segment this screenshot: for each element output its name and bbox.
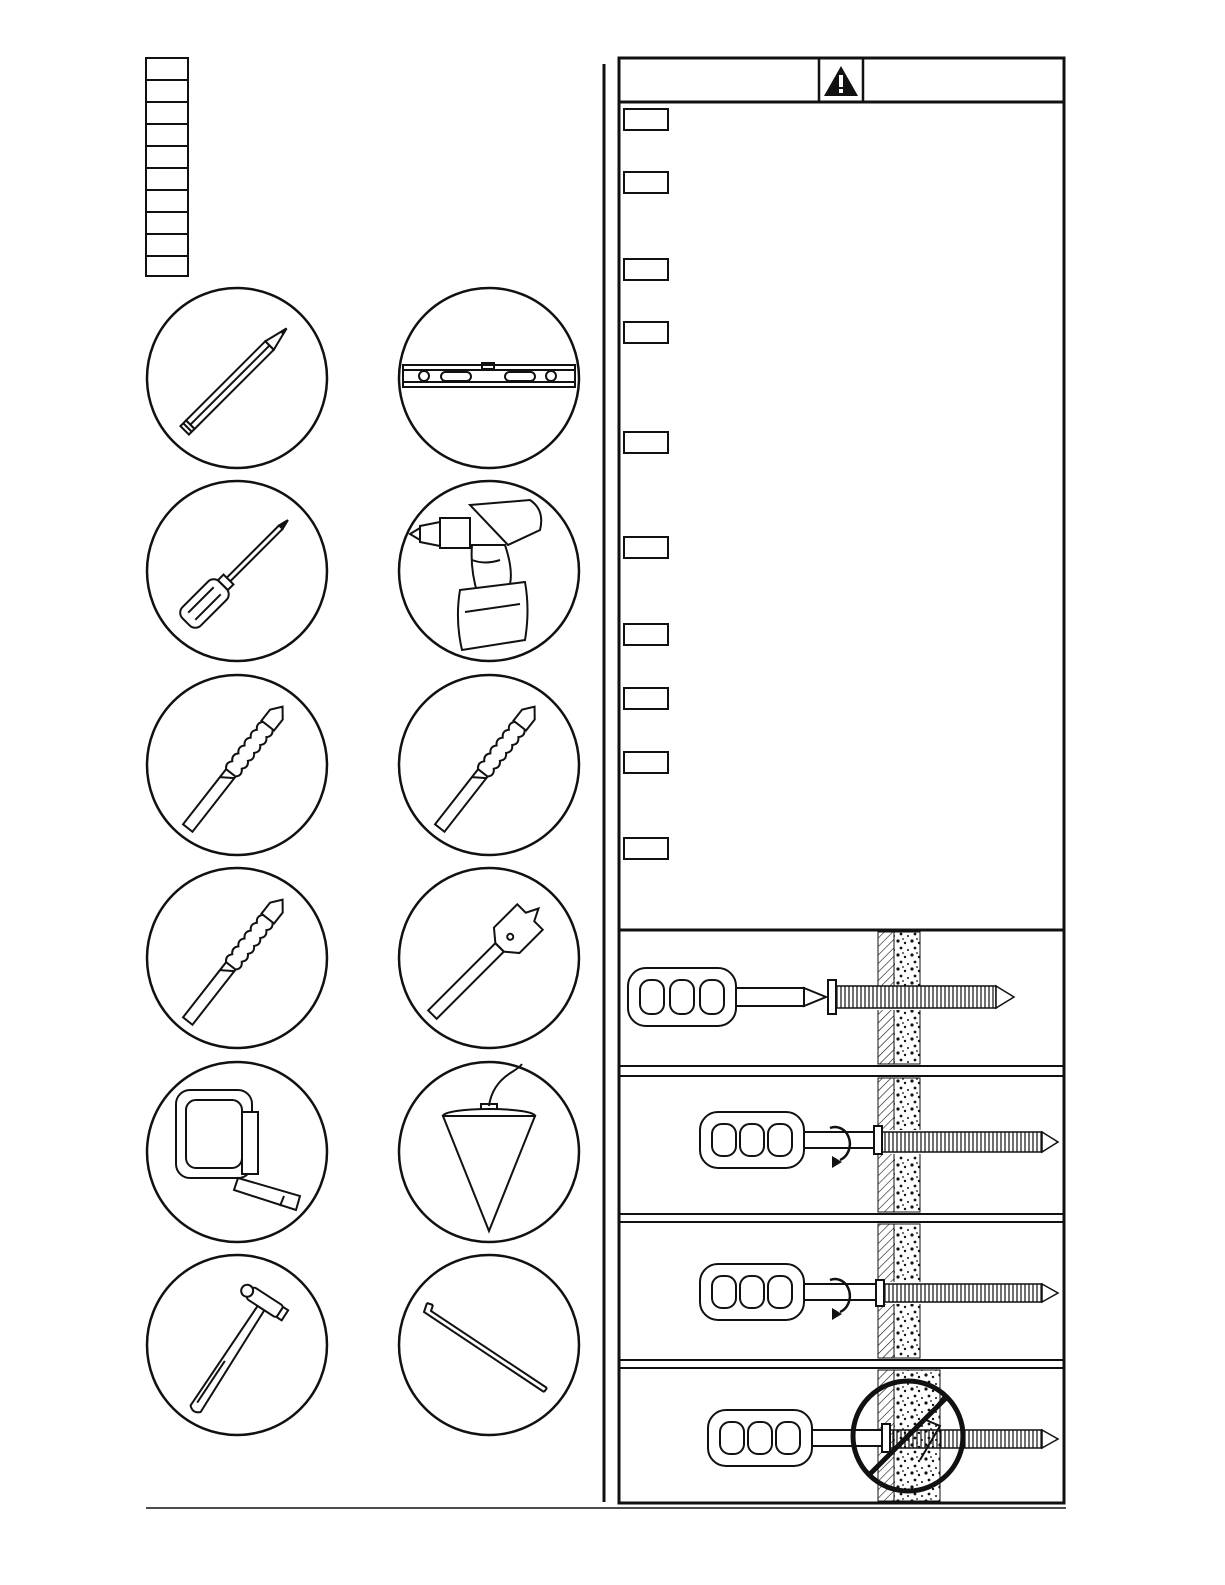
language-selector-boxes [146, 58, 188, 276]
tape-measure-icon [176, 1090, 300, 1210]
hex-key-icon [424, 1303, 547, 1392]
plumb-bob-icon [443, 1064, 535, 1231]
warning-item-language-box [624, 322, 668, 343]
language-box [146, 212, 188, 234]
screw-tightening-diagram [619, 1076, 1064, 1214]
screw-overtightening-prohibited-diagram [619, 1368, 1064, 1503]
language-box [146, 102, 188, 124]
warning-item-language-box [624, 752, 668, 773]
screw-tightening-diagram [619, 1222, 1064, 1360]
language-box [146, 234, 188, 256]
warning-item-language-box [624, 688, 668, 709]
warning-triangle-icon [819, 58, 863, 102]
language-box [146, 124, 188, 146]
spade-bit-icon [420, 896, 552, 1028]
language-box [146, 190, 188, 212]
language-box [146, 146, 188, 168]
tool-circle [399, 288, 579, 468]
warning-item-language-box [624, 259, 668, 280]
warning-item-language-box [624, 432, 668, 453]
tool-circle [399, 1255, 579, 1435]
warning-item-language-box [624, 172, 668, 193]
tool-circle [147, 675, 327, 855]
cordless-drill-icon [410, 500, 541, 650]
tool-circle [399, 675, 579, 855]
tool-circle [147, 481, 327, 661]
tool-circle [147, 868, 327, 1048]
drill-bit-icon [181, 894, 289, 1026]
level-icon [403, 363, 575, 387]
drill-bit-icon [433, 701, 541, 833]
drill-bit-icon [181, 701, 289, 833]
warning-item-language-box [624, 838, 668, 859]
screw-positioning-diagram [619, 930, 1064, 1066]
language-box [146, 80, 188, 102]
language-box [146, 256, 188, 276]
warning-item-language-box [624, 537, 668, 558]
warning-item-language-box [624, 624, 668, 645]
screwdriver-icon [177, 511, 297, 631]
pencil-icon [180, 324, 290, 434]
language-box [146, 168, 188, 190]
warning-item-language-box [624, 109, 668, 130]
language-box [146, 58, 188, 80]
hammer-icon [171, 1282, 288, 1425]
tool-circle [399, 868, 579, 1048]
